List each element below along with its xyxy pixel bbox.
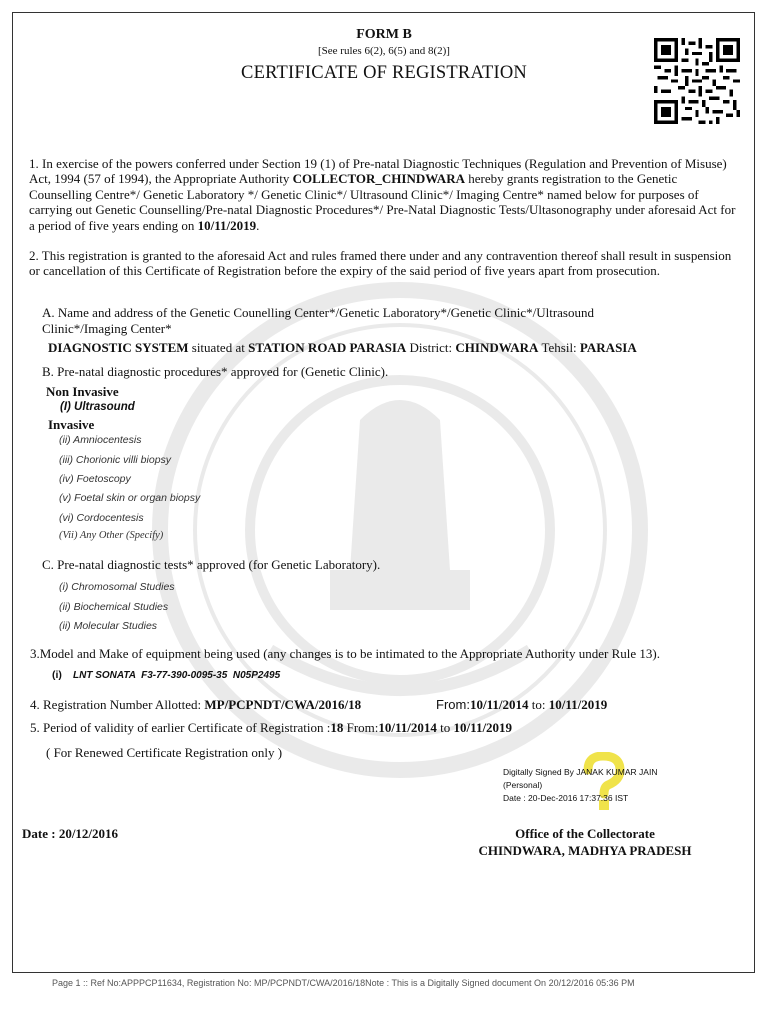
- signature-line-2: (Personal): [503, 780, 543, 790]
- registration-period: From:10/11/2014 to: 10/11/2019: [436, 697, 608, 712]
- office-line-2: CHINDWARA, MADHYA PRADESH: [478, 843, 692, 858]
- ultrasound-item: (I) Ultrasound: [60, 401, 135, 413]
- district: CHINDWARA: [455, 340, 539, 355]
- centre-address: STATION ROAD PARASIA: [248, 340, 407, 355]
- test-item: (ii) Molecular Studies: [59, 620, 158, 632]
- procedure-item: (v) Foetal skin or organ biopsy: [59, 492, 201, 504]
- section-3-label: 3.Model and Make of equipment being used (any changes is to be intimated to the Appropriate Authority under Rule 13).: [30, 646, 660, 661]
- test-item: (i) Chromosomal Studies: [59, 581, 175, 593]
- registration-number: MP/PCPNDT/CWA/2016/18: [204, 697, 362, 712]
- form-label: FORM B: [356, 27, 412, 42]
- procedure-item: (Vii) Any Other (Specify): [59, 530, 164, 541]
- procedure-item: (iii) Chorionic villi biopsy: [59, 454, 172, 466]
- paragraph-1: 1. In exercise of the powers conferred under Section 19 (1) of Pre-natal Diagnostic Techniques (Regulation and Prevention of Misuse) Act, 1994 (57 of 1994), the Appropriate Authority COLLECTOR_CHINDWARA hereby grants registration to the Genetic Counselling Centre*/ Genetic Laboratory */ Genetic Clinic*/ Ultrasound Clinic*/ Imaging Centre* named below for purposes of carrying out Genetic Counselling/Pre-natal Diagnostic Procedures*/ Pre-Natal Diagnostic Tests/Ultasonography under aforesaid Act for a period of five years ending on 10/11/2019.: [29, 156, 736, 233]
- section-b-label: B. Pre-natal diagnostic procedures* approved for (Genetic Clinic).: [42, 364, 389, 379]
- procedure-item: (vi) Cordocentesis: [59, 512, 144, 524]
- page-footer: Page 1 :: Ref No:APPPCP11634, Registration No: MP/PCPNDT/CWA/2016/18Note : This is a Digitally Signed document On 20/12/2016 05:36 PM: [52, 978, 635, 988]
- section-a-label-2: Clinic*/Imaging Center*: [42, 321, 172, 336]
- centre-address-line: DIAGNOSTIC SYSTEM situated at STATION ROAD PARASIA District: CHINDWARA Tehsil: PARASIA: [48, 340, 637, 355]
- authority-name: COLLECTOR_CHINDWARA: [292, 171, 465, 187]
- non-invasive-heading: Non Invasive: [46, 384, 119, 399]
- invasive-heading: Invasive: [48, 417, 95, 432]
- issue-date: Date : 20/12/2016: [22, 826, 119, 841]
- section-a-label-1: A. Name and address of the Genetic Counelling Center*/Genetic Laboratory*/Genetic Clinic*/Ultrasound: [42, 305, 594, 320]
- procedure-item: (iv) Foetoscopy: [59, 473, 131, 485]
- signature-line-3: Date : 20-Dec-2016 17:37:36 IST: [503, 793, 629, 803]
- equipment-number: (i): [52, 669, 62, 681]
- signature-line-1: Digitally Signed By JANAK KUMAR JAIN: [503, 767, 658, 777]
- paragraph-2: 2. This registration is granted to the aforesaid Act and rules framed there under and any contravention thereof shall result in suspension or cancellation of this Certificate of Registration before the expiry of the said period of five years apart from prosecution.: [29, 248, 732, 279]
- office-line-1: Office of the Collectorate: [515, 826, 655, 841]
- centre-name: DIAGNOSTIC SYSTEM: [48, 340, 189, 355]
- tehsil: PARASIA: [579, 340, 637, 355]
- earlier-validity-line: 5. Period of validity of earlier Certificate of Registration :18 From:10/11/2014 to 10/11/2019: [30, 720, 513, 735]
- end-date: 10/11/2019: [197, 217, 257, 233]
- equipment-model: LNT SONATA F3-77-390-0095-35 N05P2495: [73, 670, 281, 681]
- renewed-note: ( For Renewed Certificate Registration only ): [46, 745, 283, 760]
- section-c-label: C. Pre-natal diagnostic tests* approved (for Genetic Laboratory).: [42, 557, 381, 572]
- test-item: (ii) Biochemical Studies: [59, 601, 169, 613]
- registration-number-line: 4. Registration Number Allotted: MP/PCPNDT/CWA/2016/18: [30, 697, 362, 712]
- rules-reference: [See rules 6(2), 6(5) and 8(2)]: [318, 45, 450, 57]
- procedure-item: (ii) Amniocentesis: [59, 434, 142, 446]
- signature-validity-mark: [580, 752, 626, 814]
- certificate-title: CERTIFICATE OF REGISTRATION: [241, 63, 527, 83]
